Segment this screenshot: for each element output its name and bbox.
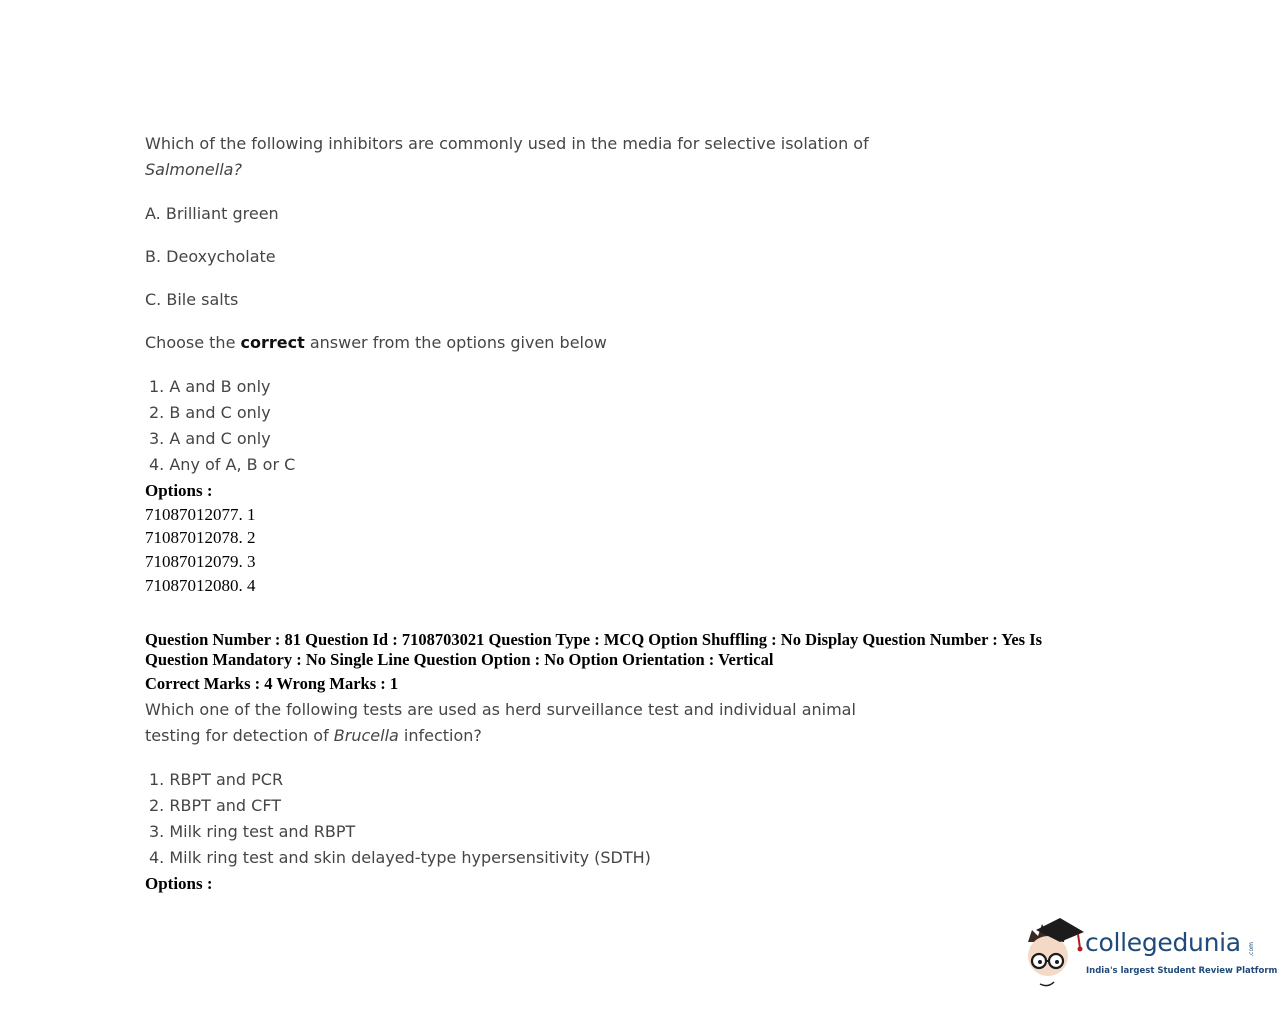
option-id-1: 71087012077. 1 xyxy=(145,505,256,524)
choice-3: 3. A and C only xyxy=(149,429,271,448)
choice-4: 4. Milk ring test and skin delayed-type hypersensitivity (SDTH) xyxy=(149,848,651,867)
collegedunia-logo[interactable] xyxy=(1022,918,1278,990)
question-marks: Correct Marks : 4 Wrong Marks : 1 xyxy=(145,674,399,693)
question-meta-line2: Question Mandatory : No Single Line Question Option : No Option Orientation : Vertical xyxy=(145,650,774,669)
instruction-emphasis: correct xyxy=(240,333,305,352)
option-id-4: 71087012080. 4 xyxy=(145,576,256,595)
choice-4: 4. Any of A, B or C xyxy=(149,455,296,474)
brand-tagline: India's largest Student Review Platform xyxy=(1086,966,1278,976)
question-text-line1: Which one of the following tests are used as herd surveillance test and individual animal xyxy=(145,700,856,719)
question-text-line1: Which of the following inhibitors are commonly used in the media for selective isolation of xyxy=(145,134,869,153)
organism-name: Brucella xyxy=(333,726,399,745)
option-id-2: 71087012078. 2 xyxy=(145,528,256,547)
question-text-line2: testing for detection of Brucella infection? xyxy=(145,726,482,745)
statement-a: A. Brilliant green xyxy=(145,204,279,223)
question-text-line2 xyxy=(145,157,242,183)
choice-2: 2. RBPT and CFT xyxy=(149,796,282,815)
brand-name: collegedunia xyxy=(1085,928,1241,957)
mascot-icon xyxy=(1022,918,1088,990)
statement-c: C. Bile salts xyxy=(145,290,239,309)
organism-name: Salmonella? xyxy=(145,160,242,179)
options-label: Options : xyxy=(145,481,213,500)
question-meta-line1: Question Number : 81 Question Id : 7108703021 Question Type : MCQ Option Shuffling : No Display Question Number : Yes Is xyxy=(145,630,1043,649)
choice-2: 2. B and C only xyxy=(149,403,271,422)
options-label: Options : xyxy=(145,874,213,893)
instruction-text: Choose the correct answer from the options given below xyxy=(145,333,607,352)
choice-3: 3. Milk ring test and RBPT xyxy=(149,822,356,841)
choice-1: 1. A and B only xyxy=(149,377,271,396)
option-id-3: 71087012079. 3 xyxy=(145,552,256,571)
choice-1: 1. RBPT and PCR xyxy=(149,770,284,789)
brand-domain: .com xyxy=(1248,942,1255,957)
statement-b: B. Deoxycholate xyxy=(145,247,276,266)
